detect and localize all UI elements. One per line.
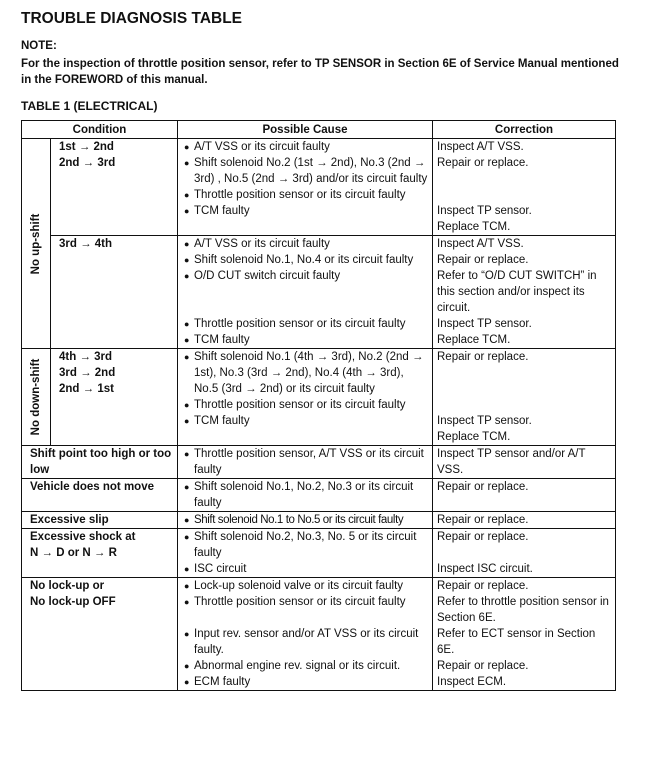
correction-item: Refer to ECT sensor in Section 6E. <box>437 628 596 656</box>
cause-item: ● A/T VSS or its circuit faulty <box>182 236 428 252</box>
cause-item: ● Shift solenoid No.1, No.2, No.3 or its circuit faulty <box>182 479 428 511</box>
condition-cell: Excessive slip <box>22 512 178 529</box>
sub-condition-text: 1st → 2nd <box>59 141 114 153</box>
spacer <box>437 545 611 561</box>
sub-condition-text: 3rd → 2nd <box>59 367 116 379</box>
correction-cell: Inspect TP sensor and/or A/T VSS. <box>433 446 616 479</box>
header-condition: Condition <box>22 121 178 139</box>
correction-item: Refer to “O/D CUT SWITCH” in this section and/or inspect its circuit. <box>437 270 597 314</box>
spacer <box>437 365 611 413</box>
correction-item: Inspect A/T VSS. <box>437 238 524 250</box>
cause-item: ● Shift solenoid No.2 (1st → 2nd), No.3 (2nd → 3rd) , No.5 (2nd → 3rd) and/or its circuit faulty <box>182 155 428 187</box>
group-label-no-downshift <box>22 349 51 446</box>
correction-item: Replace TCM. <box>437 431 511 443</box>
correction-item: Repair or replace. <box>437 157 529 169</box>
cause-cell <box>178 529 433 578</box>
condition-text: No lock-up or <box>30 580 105 592</box>
group-label-text: No down-shift <box>30 358 42 436</box>
cause-cell <box>178 349 433 446</box>
correction-item: Repair or replace. <box>437 254 529 266</box>
condition-text: No lock-up OFF <box>30 596 116 608</box>
cause-item: ● TCM faulty <box>182 203 428 219</box>
cause-cell <box>178 446 433 479</box>
table-row <box>22 236 616 349</box>
note-text: For the inspection of throttle position sensor, refer to TP SENSOR in Section 6E of Service Manual mentioned in the FOREWORD of this manual. <box>21 58 619 86</box>
correction-cell: Repair or replace. <box>433 479 616 512</box>
page-title: TROUBLE DIAGNOSIS TABLE <box>21 10 243 27</box>
sub-condition <box>51 139 178 236</box>
sub-condition-text: 2nd → 1st <box>59 383 114 395</box>
cause-cell <box>178 139 433 236</box>
cause-cell <box>178 512 433 529</box>
correction-cell <box>433 578 616 691</box>
condition-cell <box>22 529 178 578</box>
correction-item: Replace TCM. <box>437 221 511 233</box>
table-row <box>22 479 616 512</box>
sub-condition-text: 3rd → 4th <box>59 238 113 250</box>
cause-item: ● ECM faulty <box>182 674 428 690</box>
condition-text: N → D or N → R <box>30 547 117 559</box>
cause-item: ● O/D CUT switch circuit faulty <box>182 268 428 316</box>
cause-item: ● Throttle position sensor, A/T VSS or its circuit faulty <box>182 446 428 478</box>
correction-item: Inspect A/T VSS. <box>437 141 524 153</box>
condition-cell: Shift point too high or too low <box>22 446 178 479</box>
table-row <box>22 512 616 529</box>
cause-item: ● Shift solenoid No.2, No.3, No. 5 or its circuit faulty <box>182 529 428 561</box>
cause-cell <box>178 578 433 691</box>
table-row <box>22 529 616 578</box>
cause-item: ● TCM faulty <box>182 332 428 348</box>
correction-item: Inspect ISC circuit. <box>437 563 533 575</box>
correction-item: Refer to throttle position sensor in Section 6E. <box>437 596 609 624</box>
correction-item: Inspect TP sensor. <box>437 318 532 330</box>
correction-item: Inspect ECM. <box>437 676 507 688</box>
spacer <box>437 171 611 203</box>
correction-cell: Repair or replace. <box>433 512 616 529</box>
cause-item: ● Throttle position sensor or its circuit faulty <box>182 397 428 413</box>
sub-condition-text: 4th → 3rd <box>59 351 113 363</box>
cause-item: ● Throttle position sensor or its circuit faulty <box>182 316 428 332</box>
table-row <box>22 139 616 236</box>
correction-cell <box>433 529 616 578</box>
sub-condition <box>51 236 178 349</box>
group-label-no-upshift <box>22 139 51 349</box>
sub-condition-text: 2nd → 3rd <box>59 157 116 169</box>
cause-item: ● Shift solenoid No.1, No.4 or its circuit faulty <box>182 252 428 268</box>
header-possible-cause: Possible Cause <box>178 121 433 139</box>
cause-item: ● Shift solenoid No.1 to No.5 or its circuit faulty <box>182 512 428 528</box>
correction-cell <box>433 349 616 446</box>
cause-item: ● TCM faulty <box>182 413 428 429</box>
group-label-text: No up-shift <box>30 213 42 274</box>
table-row <box>22 446 616 479</box>
correction-cell <box>433 139 616 236</box>
condition-cell: Vehicle does not move <box>22 479 178 512</box>
trouble-diagnosis-table <box>21 120 616 691</box>
cause-item: ● Abnormal engine rev. signal or its circuit. <box>182 658 428 674</box>
cause-item: ● Throttle position sensor or its circuit faulty <box>182 187 428 203</box>
table-row <box>22 349 616 446</box>
cause-item: ● Lock-up solenoid valve or its circuit faulty <box>182 578 428 594</box>
correction-item: Repair or replace. <box>437 580 529 592</box>
cause-cell <box>178 479 433 512</box>
correction-item: Inspect TP sensor. <box>437 415 532 427</box>
correction-item: Inspect TP sensor. <box>437 205 532 217</box>
correction-item: Repair or replace. <box>437 660 529 672</box>
correction-cell <box>433 236 616 349</box>
note-heading: NOTE: <box>21 40 57 52</box>
condition-cell <box>22 578 178 691</box>
cause-item: ● Throttle position sensor or its circuit faulty <box>182 594 428 626</box>
table-row <box>22 578 616 691</box>
cause-item: ● A/T VSS or its circuit faulty <box>182 139 428 155</box>
header-row <box>22 121 616 139</box>
cause-item: ● Shift solenoid No.1 (4th → 3rd), No.2 (2nd → 1st), No.3 (3rd → 2nd), No.4 (4th → 3rd), No.5 (3rd → 2nd) or its circuit faulty <box>182 349 428 397</box>
correction-item: Replace TCM. <box>437 334 511 346</box>
table-title: TABLE 1 (ELECTRICAL) <box>21 99 158 113</box>
cause-item: ● ISC circuit <box>182 561 428 577</box>
sub-condition <box>51 349 178 446</box>
condition-text: Excessive shock at <box>30 531 136 543</box>
cause-item: ● Input rev. sensor and/or AT VSS or its circuit faulty. <box>182 626 428 658</box>
correction-item: Repair or replace. <box>437 351 529 363</box>
cause-cell <box>178 236 433 349</box>
correction-item: Repair or replace. <box>437 531 529 543</box>
header-correction: Correction <box>433 121 616 139</box>
